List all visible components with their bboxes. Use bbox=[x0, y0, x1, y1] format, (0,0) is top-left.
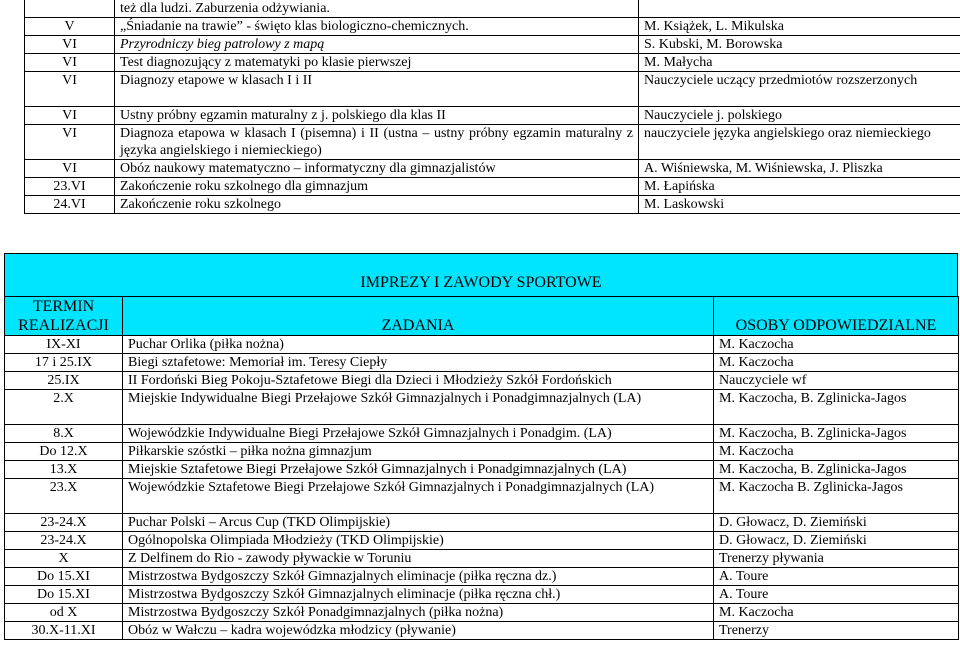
task-cell: Puchar Orlika (piłka nożna) bbox=[123, 336, 714, 354]
table-row bbox=[5, 514, 959, 532]
table-row bbox=[25, 160, 960, 178]
term-cell: 25.IX bbox=[5, 372, 123, 390]
task-cell: Miejskie Indywidualne Biegi Przełajowe Szkół Gimnazjalnych i Ponadgimnazjalnych (LA) bbox=[123, 390, 714, 425]
term-cell bbox=[25, 0, 115, 18]
table-row bbox=[5, 425, 959, 443]
person-cell: M. Kaczocha bbox=[714, 443, 959, 461]
table-row bbox=[25, 178, 960, 196]
person-cell: M. Małycha bbox=[639, 54, 960, 72]
task-cell: Ustny próbny egzamin maturalny z j. polskiego dla klas II bbox=[115, 107, 639, 125]
term-cell: 24.VI bbox=[25, 196, 115, 214]
task-cell: Ogólnopolska Olimpiada Młodzieży (TKD Olimpijskie) bbox=[123, 532, 714, 550]
table-row bbox=[5, 372, 959, 390]
table-row bbox=[25, 107, 960, 125]
task-cell: też dla ludzi. Zaburzenia odżywiania. bbox=[115, 0, 639, 18]
table-row bbox=[5, 604, 959, 622]
person-cell: M. Kaczocha, B. Zglinicka-Jagos bbox=[714, 461, 959, 479]
task-cell: Zakończenie roku szkolnego dla gimnazjum bbox=[115, 178, 639, 196]
task-cell: Obóz naukowy matematyczno – informatyczny dla gimnazjalistów bbox=[115, 160, 639, 178]
table-row bbox=[25, 72, 960, 107]
table-row bbox=[5, 336, 959, 354]
table-row bbox=[25, 36, 960, 54]
term-cell: 30.X-11.XI bbox=[5, 622, 123, 640]
table-row bbox=[5, 443, 959, 461]
table-row bbox=[5, 550, 959, 568]
table-row bbox=[5, 622, 959, 640]
header-term: TERMIN REALIZACJI bbox=[5, 297, 123, 336]
task-cell: Wojewódzkie Sztafetowe Biegi Przełajowe Szkół Gimnazjalnych i Ponadgimnazjalnych (LA) bbox=[123, 479, 714, 514]
person-cell: M. Kaczocha bbox=[714, 336, 959, 354]
task-cell: Puchar Polski – Arcus Cup (TKD Olimpijskie) bbox=[123, 514, 714, 532]
term-cell: VI bbox=[25, 107, 115, 125]
term-cell: VI bbox=[25, 72, 115, 107]
table-row bbox=[5, 354, 959, 372]
term-cell: Do 15.XI bbox=[5, 586, 123, 604]
term-cell: VI bbox=[25, 54, 115, 72]
term-cell: 8.X bbox=[5, 425, 123, 443]
task-cell: Diagnoza etapowa w klasach I (pisemna) i II (ustna – ustny próbny egzamin maturalny z języka angielskiego i niemieckiego) bbox=[115, 125, 639, 160]
task-cell: Piłkarskie szóstki – piłka nożna gimnazjum bbox=[123, 443, 714, 461]
task-cell: Mistrzostwa Bydgoszczy Szkół Ponadgimnazjalnych (piłka nożna) bbox=[123, 604, 714, 622]
table-row bbox=[5, 461, 959, 479]
table-row bbox=[5, 568, 959, 586]
header-person: OSOBY ODPOWIEDZIALNE bbox=[714, 297, 959, 336]
person-cell: A. Toure bbox=[714, 586, 959, 604]
table-row bbox=[5, 390, 959, 425]
task-cell: Zakończenie roku szkolnego bbox=[115, 196, 639, 214]
term-cell: 23.X bbox=[5, 479, 123, 514]
person-cell: A. Toure bbox=[714, 568, 959, 586]
term-cell: Do 12.X bbox=[5, 443, 123, 461]
term-cell: Do 15.XI bbox=[5, 568, 123, 586]
person-cell: D. Głowacz, D. Ziemiński bbox=[714, 532, 959, 550]
person-cell: nauczyciele języka angielskiego oraz niemieckiego bbox=[639, 125, 960, 160]
table-row bbox=[5, 586, 959, 604]
task-cell: Wojewódzkie Indywidualne Biegi Przełajowe Szkół Gimnazjalnych i Ponadgim. (LA) bbox=[123, 425, 714, 443]
task-cell: „Śniadanie na trawie” - święto klas biologiczno-chemicznych. bbox=[115, 18, 639, 36]
term-cell: IX-XI bbox=[5, 336, 123, 354]
sports-events-table bbox=[4, 296, 959, 640]
person-cell: A. Wiśniewska, M. Wiśniewska, J. Pliszka bbox=[639, 160, 960, 178]
term-cell: 2.X bbox=[5, 390, 123, 425]
term-cell: 13.X bbox=[5, 461, 123, 479]
term-cell: V bbox=[25, 18, 115, 36]
term-cell: VI bbox=[25, 36, 115, 54]
person-cell: M. Książek, L. Mikulska bbox=[639, 18, 960, 36]
term-cell: 23.VI bbox=[25, 178, 115, 196]
section-title: IMPREZY I ZAWODY SPORTOWE bbox=[360, 274, 602, 291]
person-cell: Nauczyciele wf bbox=[714, 372, 959, 390]
task-cell: Biegi sztafetowe: Memoriał im. Teresy Ciepły bbox=[123, 354, 714, 372]
task-cell: Przyrodniczy bieg patrolowy z mapą bbox=[115, 36, 639, 54]
person-cell: M. Łapińska bbox=[639, 178, 960, 196]
task-cell: Mistrzostwa Bydgoszczy Szkół Gimnazjalnych eliminacje (piłka ręczna chł.) bbox=[123, 586, 714, 604]
person-cell bbox=[639, 0, 960, 18]
term-cell: VI bbox=[25, 160, 115, 178]
person-cell: M. Kaczocha bbox=[714, 354, 959, 372]
task-cell: Z Delfinem do Rio - zawody pływackie w Toruniu bbox=[123, 550, 714, 568]
header-task: ZADANIA bbox=[123, 297, 714, 336]
task-cell: Obóz w Wałczu – kadra wojewódzka młodzicy (pływanie) bbox=[123, 622, 714, 640]
task-cell: Mistrzostwa Bydgoszczy Szkół Gimnazjalnych eliminacje (piłka ręczna dz.) bbox=[123, 568, 714, 586]
table-row bbox=[25, 125, 960, 160]
table-header-row bbox=[5, 297, 959, 336]
term-cell: od X bbox=[5, 604, 123, 622]
person-cell: M. Kaczocha, B. Zglinicka-Jagos bbox=[714, 390, 959, 425]
person-cell: Trenerzy bbox=[714, 622, 959, 640]
table-row bbox=[25, 18, 960, 36]
person-cell: M. Laskowski bbox=[639, 196, 960, 214]
school-events-table bbox=[24, 0, 960, 214]
table-row bbox=[25, 196, 960, 214]
term-cell: X bbox=[5, 550, 123, 568]
task-cell: Diagnozy etapowe w klasach I i II bbox=[115, 72, 639, 107]
person-cell: Nauczyciele uczący przedmiotów rozszerzonych bbox=[639, 72, 960, 107]
person-cell: M. Kaczocha B. Zglinicka-Jagos bbox=[714, 479, 959, 514]
person-cell: D. Głowacz, D. Ziemiński bbox=[714, 514, 959, 532]
task-cell: II Fordoński Bieg Pokoju-Sztafetowe Biegi dla Dzieci i Młodzieży Szkół Fordońskich bbox=[123, 372, 714, 390]
table-row bbox=[5, 532, 959, 550]
person-cell: S. Kubski, M. Borowska bbox=[639, 36, 960, 54]
table-row bbox=[25, 54, 960, 72]
person-cell: Trenerzy pływania bbox=[714, 550, 959, 568]
table-row bbox=[5, 479, 959, 514]
term-cell: 17 i 25.IX bbox=[5, 354, 123, 372]
section-banner bbox=[4, 253, 958, 297]
person-cell: M. Kaczocha, B. Zglinicka-Jagos bbox=[714, 425, 959, 443]
task-cell: Miejskie Sztafetowe Biegi Przełajowe Szkół Gimnazjalnych i Ponadgimnazjalnych (LA) bbox=[123, 461, 714, 479]
table-row bbox=[25, 0, 960, 18]
task-cell: Test diagnozujący z matematyki po klasie pierwszej bbox=[115, 54, 639, 72]
term-cell: 23-24.X bbox=[5, 532, 123, 550]
term-cell: VI bbox=[25, 125, 115, 160]
term-cell: 23-24.X bbox=[5, 514, 123, 532]
person-cell: M. Kaczocha bbox=[714, 604, 959, 622]
person-cell: Nauczyciele j. polskiego bbox=[639, 107, 960, 125]
